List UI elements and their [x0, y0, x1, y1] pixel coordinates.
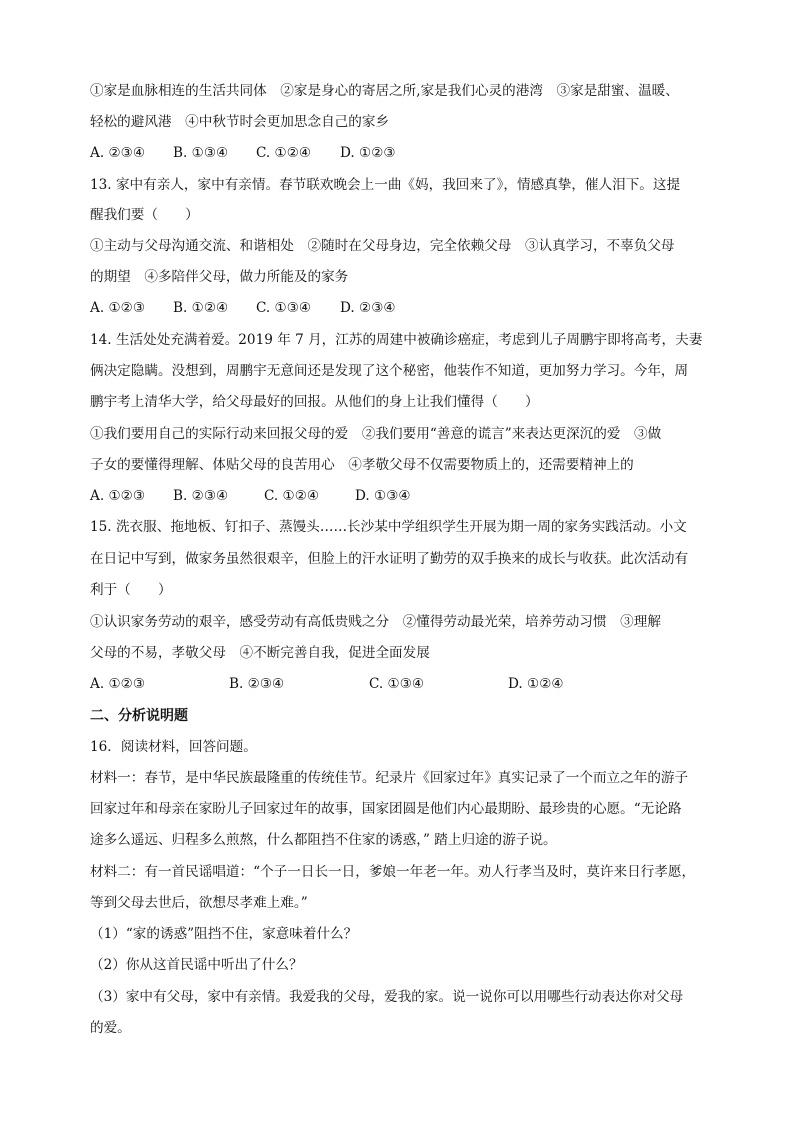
section-heading: 二、分析说明题: [90, 708, 188, 724]
q14-option-c[interactable]: C. ①②④: [264, 488, 320, 504]
q15-statements-line-2: 父母的不易，孝敬父母 ④不断完善自我，促进全面发展: [90, 645, 430, 661]
q14-stem-line-2: 俩决定隐瞒。没想到，周鹏宇无意间还是发现了这个秘密，他装作不知道，更加努力学习。今年，周: [90, 363, 689, 379]
q13-option-b[interactable]: B. ①②④: [173, 300, 229, 316]
q16-material-1-line-2: 回家过年和母亲在家盼儿子回家过年的故事，国家团圆是他们内心最期盼、最珍贵的心愿。“无论路: [90, 801, 682, 817]
q14-stem-line-1: 14. 生活处处充满着爱。2019 年 7 月，江苏的周建中被确诊癌症，考虑到儿子周鹏宇即将高考，夫妻: [90, 332, 703, 348]
q13-stem-line-2: 醒我们要（ ）: [90, 207, 199, 223]
q13-stem-line-1: 13. 家中有亲人，家中有亲情。春节联欢晚会上一曲《妈，我回来了》，情感真挚，催人泪下。这提: [90, 177, 681, 193]
q14-statements-line-2: 子女的要懂得理解、体贴父母的良苦用心 ④孝敬父母不仅需要物质上的，还需要精神上的: [90, 457, 634, 473]
q16-material-2-line-1: 材料二：有一首民谣唱道：“个子一日长一日，爹娘一年老一年。劝人行孝当及时，莫许来日行孝愿，: [90, 864, 696, 880]
q15-option-d[interactable]: D. ①②④: [508, 676, 564, 692]
q16-subquestion-3-line-1: （3）家中有父母，家中有亲情。我爱我的父母，爱我的家。说一说你可以用哪些行动表达你对父母: [90, 989, 684, 1005]
q15-stem-line-3: 利于（ ）: [90, 582, 172, 598]
q15-stem-line-1: 15. 洗衣服、拖地板、钉扣子、蒸馒头……长沙某中学组织学生开展为期一周的家务实践活动。小文: [90, 519, 687, 535]
q16-material-1-line-1: 材料一：春节，是中华民族最隆重的传统佳节。纪录片《回家过年》真实记录了一个而立之年的游子: [90, 770, 689, 786]
q13-statements-line-2: 的期望 ④多陪伴父母，做力所能及的家务: [90, 269, 349, 285]
q13-option-d[interactable]: D. ②③④: [340, 300, 396, 316]
q13-option-c[interactable]: C. ①③④: [256, 300, 312, 316]
q12-option-b[interactable]: B. ①③④: [173, 145, 229, 161]
q13-option-a[interactable]: A. ①②③: [90, 300, 146, 316]
q14-stem-line-3: 鹏宇考上清华大学，给父母最好的回报。从他们的身上让我们懂得（ ）: [90, 394, 539, 410]
q15-option-a[interactable]: A. ①②③: [90, 676, 146, 692]
q12-statements-line-1: ①家是血脉相连的生活共同体 ②家是身心的寄居之所,家是我们心灵的港湾 ③家是甜蜜、温暖、: [90, 83, 679, 99]
q16-subquestion-1: （1）“家的诱惑”阻挡不住，家意味着什么？: [90, 926, 358, 942]
q15-option-c[interactable]: C. ①③④: [369, 676, 425, 692]
q16-intro: 16．阅读材料，回答问题。: [90, 739, 257, 755]
q12-option-d[interactable]: D. ①②③: [340, 145, 396, 161]
q15-statements-line-1: ①认识家务劳动的艰辛，感受劳动有高低贵贱之分 ②懂得劳动最光荣，培养劳动习惯 ③理解: [90, 614, 661, 630]
q12-statements-line-2: 轻松的避风港 ④中秋节时会更加思念自己的家乡: [90, 114, 390, 130]
q16-subquestion-3-line-2: 的爱。: [90, 1020, 131, 1036]
q14-statements-line-1: ①我们要用自己的实际行动来回报父母的爱 ②我们要用“善意的谎言”来表达更深沉的爱 ③做: [90, 426, 662, 442]
q14-option-a[interactable]: A. ①②③: [90, 488, 146, 504]
q14-option-b[interactable]: B. ②③④: [173, 488, 229, 504]
q16-subquestion-2: （2）你从这首民谣中听出了什么？: [90, 957, 303, 973]
q16-material-2-line-2: 等到父母去世后，欲想尽孝难上难。”: [90, 895, 308, 911]
q15-stem-line-2: 在日记中写到，做家务虽然很艰辛，但脸上的汗水证明了勤劳的双手换来的成长与收获。此次活动有: [90, 551, 689, 567]
q15-option-b[interactable]: B. ②③④: [229, 676, 285, 692]
q14-option-d[interactable]: D. ①③④: [355, 488, 411, 504]
q12-option-a[interactable]: A. ②③④: [90, 145, 146, 161]
q12-option-c[interactable]: C. ①②④: [256, 145, 312, 161]
q13-statements-line-1: ①主动与父母沟通交流、和谐相处 ②随时在父母身边，完全依赖父母 ③认真学习，不辜负父母: [90, 238, 675, 254]
q16-material-1-line-3: 途多么遥远、归程多么煎熬，什么都阻挡不住家的诱惑，” 踏上归途的游子说。: [90, 832, 557, 848]
